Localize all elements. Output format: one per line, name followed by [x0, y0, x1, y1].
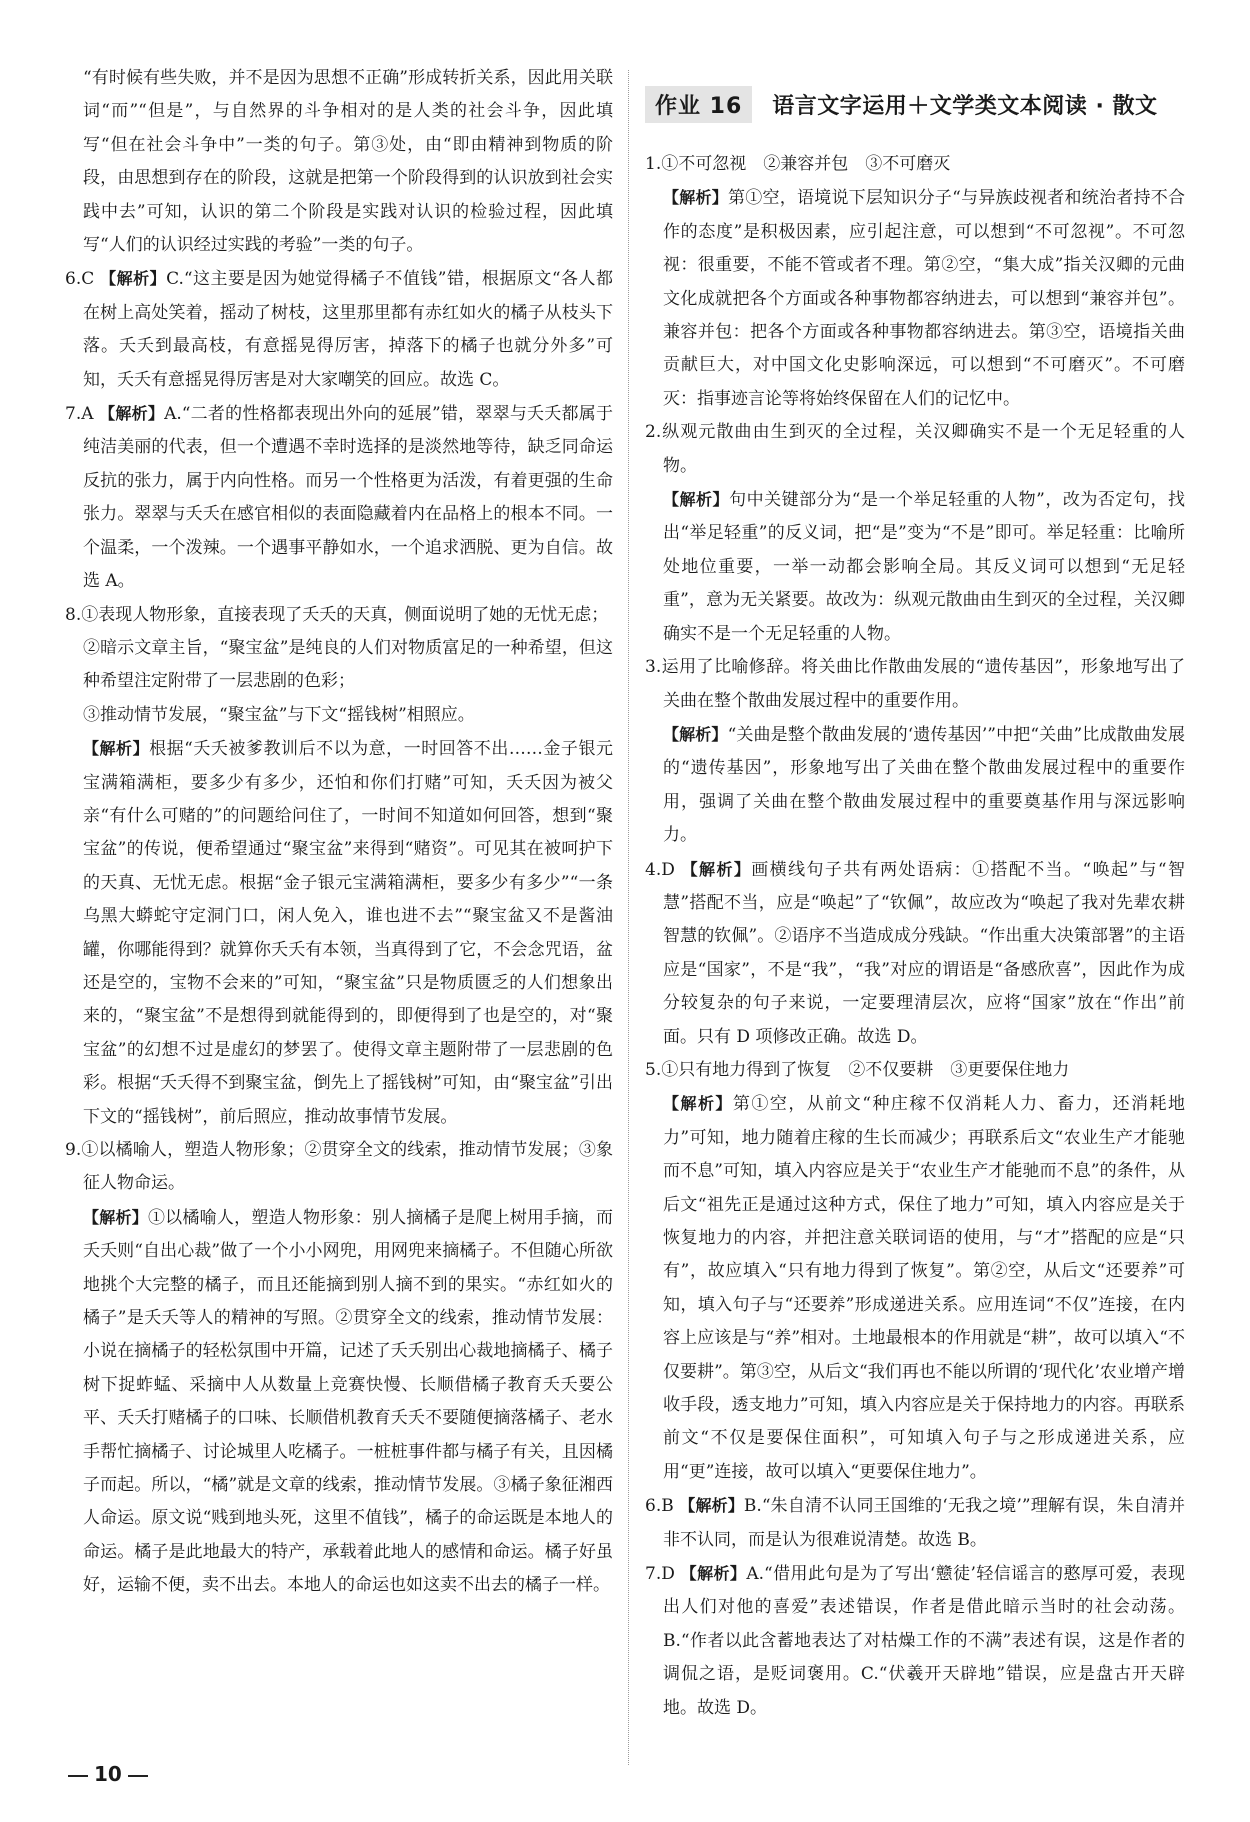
paragraph-text: 3.运用了比喻修辞。将关曲比作散曲发展的“遗传基因”，形象地写出了关曲在整个散曲发展过程中的重要作用。 [645, 657, 1185, 711]
answer-paragraph [645, 718, 1185, 853]
answer-paragraph [65, 1201, 613, 1603]
section-title: 语言文字运用＋文学类文本阅读 · 散文 [772, 93, 1158, 119]
column-divider [628, 70, 629, 1765]
paragraph-text: ①以橘喻人，塑造人物形象：别人摘橘子是爬上树用手摘，而夭夭则“自出心裁”做了一个小小网兜，用网兜来摘橘子。不但随心所欲地挑个大完整的橘子，而且还能摘到别人摘不到的果实。“赤红如火的橘子”是夭夭等人的精神的写照。②贯穿全文的线索，推动情节发展：小说在摘橘子的轻松氛围中开篇，记述了夭夭别出心裁地摘橘子、橘子树下捉蚱蜢、采摘中人从数量上竞赛快慢、长顺借橘子教育夭夭要公平、夭夭打赌橘子的口味、长顺借机教育夭夭不要随便摘落橘子、老水手帮忙摘橘子、讨论城里人吃橘子。一桩桩事件都与橘子有关，且因橘子而起。所以，“橘”就是文章的线索，推动情节发展。③橘子象征湘西人命运。原文说“贱到地头死，这里不值钱”，橘子的命运既是本地人的命运。橘子是此地最大的特产，承载着此地人的感情和命运。橘子好虽好，运输不便，卖不出去。本地人的命运也如这卖不出去的橘子一样。 [83, 1207, 613, 1596]
paragraph-text: 9.①以橘喻人，塑造人物形象；②贯穿全文的线索，推动情节发展；③象征人物命运。 [65, 1140, 613, 1194]
paragraph-text: 8.①表现人物形象，直接表现了夭夭的天真，侧面说明了她的无忧无虑； [65, 604, 609, 625]
analysis-label: 【解析】 [663, 490, 730, 510]
analysis-label: 【解析】 [100, 269, 167, 289]
paragraph-text: ②暗示文章主旨，“聚宝盆”是纯良的人们对物质富足的一种希望，但这种希望注定附带了一层悲剧的色彩； [83, 637, 613, 692]
paragraph-text: A.“借用此句是为了写出‘戆徒’轻信谣言的憨厚可爱，表现出人们对他的喜爱”表述错误，作者是借此暗示当时的社会动荡。B.“作者以此含蓄地表达了对枯燥工作的不满”表述有误，这是作者的调侃之语，是贬词褒用。C.“伏羲开天辟地”错误，应是盘古开天辟地。故选 D。 [663, 1564, 1185, 1718]
answer-paragraph [645, 1489, 1185, 1557]
answer-paragraph [65, 397, 613, 598]
analysis-label: 【解析】 [99, 404, 165, 424]
left-column [65, 62, 613, 1603]
paragraph-text: 第①空，从前文“种庄稼不仅消耗人力、畜力，还消耗地力”可知，地力随着庄稼的生长而减少；再联系后文“农业生产才能驰而不息”可知，填入内容应是关于“农业生产才能驰而不息”的条件，从后文“祖先正是通过这种方式，保住了地力”可知，填入内容应是关于恢复地力的内容，并把注意关联词语的使用，与“才”搭配的应是“只有”，故应填入“只有地力得到了恢复”。第②空，从后文“还要养”可知，填入句子与“还要养”形成递进关系。应用连词“不仅”连接，在内容上应该是与“养”相对。土地最根本的作用就是“耕”，故可以填入“不仅要耕”。第③空，从后文“我们再也不能以所谓的‘现代化’农业增产增收手段，透支地力”可知，填入内容应是关于保持地力的内容。再联系前文“不仅是要保住面积”，可知填入句子与之形成递进关系，应用“更”连接，故可以填入“更要保住地力”。 [663, 1094, 1185, 1482]
paragraph-text: B.“朱自清不认同王国维的‘无我之境’”理解有误，朱自清并非不认同，而是认为很难说清楚。故选 B。 [663, 1496, 1185, 1550]
analysis-label: 【解析】 [680, 1564, 747, 1584]
answer-paragraph [65, 699, 613, 732]
paragraph-text: ③推动情节发展，“聚宝盆”与下文“摇钱树”相照应。 [83, 704, 475, 725]
answer-choice: 4.D [645, 859, 682, 880]
analysis-label: 【解析】 [83, 1207, 148, 1227]
analysis-label: 【解析】 [681, 859, 752, 879]
answer-paragraph [645, 416, 1185, 483]
answer-paragraph [65, 632, 613, 699]
paragraph-text: “关曲是整个散曲发展的‘遗传基因’”中把“关曲”比成散曲发展的“遗传基因”，形象地写出了关曲在整个散曲发展过程中的重要作用，强调了关曲在整个散曲发展过程中的重要奠基作用与深远影响力。 [663, 724, 1185, 846]
answer-choice: 6.B [645, 1496, 680, 1517]
answer-paragraph [65, 732, 613, 1134]
analysis-label: 【解析】 [83, 739, 150, 759]
paragraph-text: 5.①只有地力得到了恢复 ②不仅要耕 ③更要保住地力 [645, 1059, 1070, 1080]
paragraph-text: 2.纵观元散曲由生到灭的全过程，关汉卿确实不是一个无足轻重的人物。 [645, 422, 1185, 476]
analysis-label: 【解析】 [663, 1094, 733, 1114]
paragraph-text: C.“这主要是因为她觉得橘子不值钱”错，根据原文“各人都在树上高处笑着，摇动了树枝，这里那里都有赤红如火的橘子从枝头下落。夭夭到最高枝，有意摇晃得厉害，掉落下的橘子也就分外多”可知，夭夭有意摇晃得厉害是对大家嘲笑的回应。故选 C。 [83, 269, 613, 390]
page-number: 10 [62, 1762, 154, 1786]
answer-paragraph [65, 1134, 613, 1201]
analysis-label: 【解析】 [663, 188, 728, 208]
answer-paragraph [645, 181, 1185, 416]
paragraph-text: “有时候有些失败，并不是因为思想不正确”形成转折关系，因此用关联词“而”“但是”，与自然界的斗争相对的是人类的社会斗争，因此填写“但在社会斗争中”一类的句子。第③处，由“即由精神到物质的阶段，由思想到存在的阶段，这就是把第一个阶段得到的认识放到社会实践中去”可知，认识的第二个阶段是实践对认识的检验过程，因此填写“人们的认识经过实践的考验”一类的句子。 [83, 68, 613, 256]
right-column [645, 148, 1185, 1725]
paragraph-text: 根据“夭夭被爹教训后不以为意，一时回答不出……金子银元宝满箱满柜，要多少有多少，还怕和你们打赌”可知，夭夭因为被父亲“有什么可赌的”的问题给问住了，一时间不知道如何回答，想到“聚宝盆”的传说，便希望通过“聚宝盆”来得到“赌资”。可见其在被呵护下的天真、无忧无虑。根据“金子银元宝满箱满柜，要多少有多少”“一条乌黑大蟒蛇守定洞门口，闲人免入，谁也进不去”“聚宝盆又不是酱油罐，你哪能得到？就算你夭夭有本领，当真得到了它，不会念咒语，盆还是空的，宝物不会来的”可知，“聚宝盆”只是物质匮乏的人们想象出来的，“聚宝盆”不是想得到就能得到的，即便得到了也是空的，对“聚宝盆”的幻想不过是虚幻的梦罢了。使得文章主题附带了一层悲剧的色彩。根据“夭夭得不到聚宝盆，倒先上了摇钱树”可知，由“聚宝盆”引出下文的“摇钱树”，前后照应，推动故事情节发展。 [83, 739, 613, 1127]
answer-paragraph [645, 1054, 1185, 1087]
answer-paragraph [645, 853, 1185, 1054]
answer-paragraph [645, 1557, 1185, 1725]
answer-paragraph [65, 262, 613, 397]
answer-paragraph [65, 62, 613, 262]
paragraph-text: 画横线句子共有两处语病：①搭配不当。“唤起”与“智慧”搭配不当，应是“唤起”了“钦佩”，故应改为“唤起了我对先辈农耕智慧的钦佩”。②语序不当造成成分残缺。“作出重大决策部署”的主语应是“国家”，不是“我”，“我”对应的谓语是“备感欣喜”，因此作为成分较复杂的句子来说，一定要理清层次，应将“国家”放在“作出”前面。只有 D 项修改正确。故选 D。 [663, 859, 1185, 1047]
paragraph-text: 第①空，语境说下层知识分子“与异族歧视者和统治者持不合作的态度”是积极因素，应引起注意，可以想到“不可忽视”。不可忽视：很重要，不能不管或者不理。第②空，“集大成”指关汉卿的元曲文化成就把各个方面或各种事物都容纳进去，可以想到“兼容并包”。兼容并包：把各个方面或各种事物都容纳进去。第③空，语境指关曲贡献巨大，对中国文化史影响深远，可以想到“不可磨灭”。不可磨灭：指事迹言论等将始终保留在人们的记忆中。 [663, 188, 1185, 409]
analysis-label: 【解析】 [679, 1496, 744, 1516]
answer-paragraph [645, 148, 1185, 181]
answer-paragraph [645, 1087, 1185, 1489]
paragraph-text: 1.①不可忽视 ②兼容并包 ③不可磨灭 [645, 154, 951, 174]
paragraph-text: A.“二者的性格都表现出外向的延展”错，翠翠与夭夭都属于纯洁美丽的代表，但一个遭遇不幸时选择的是淡然地等待，缺乏同命运反抗的张力，属于内向性格。而另一个性格更为活泼，有着更强的生命张力。翠翠与夭夭在感官相似的表面隐藏着内在品格上的根本不同。一个温柔，一个泼辣。一个遇事平静如水，一个追求洒脱、更为自信。故选 A。 [83, 404, 613, 592]
answer-paragraph [645, 483, 1185, 651]
answer-paragraph [645, 651, 1185, 718]
paragraph-text: 句中关键部分为“是一个举足轻重的人物”，改为否定句，找出“举足轻重”的反义词，把“是”变为“不是”即可。举足轻重：比喻所处地位重要，一举一动都会影响全局。其反义词可以想到“无足轻重”，意为无关紧要。故改为：纵观元散曲由生到灭的全过程，关汉卿确实不是一个无足轻重的人物。 [663, 490, 1185, 644]
answer-choice: 7.D [645, 1564, 681, 1585]
answer-paragraph [65, 599, 613, 632]
section-header [645, 84, 1190, 124]
answer-choice: 7.A [65, 404, 100, 425]
answer-choice: 6.C [65, 269, 101, 290]
assignment-badge: 作业 16 [645, 86, 752, 123]
analysis-label: 【解析】 [663, 724, 728, 744]
